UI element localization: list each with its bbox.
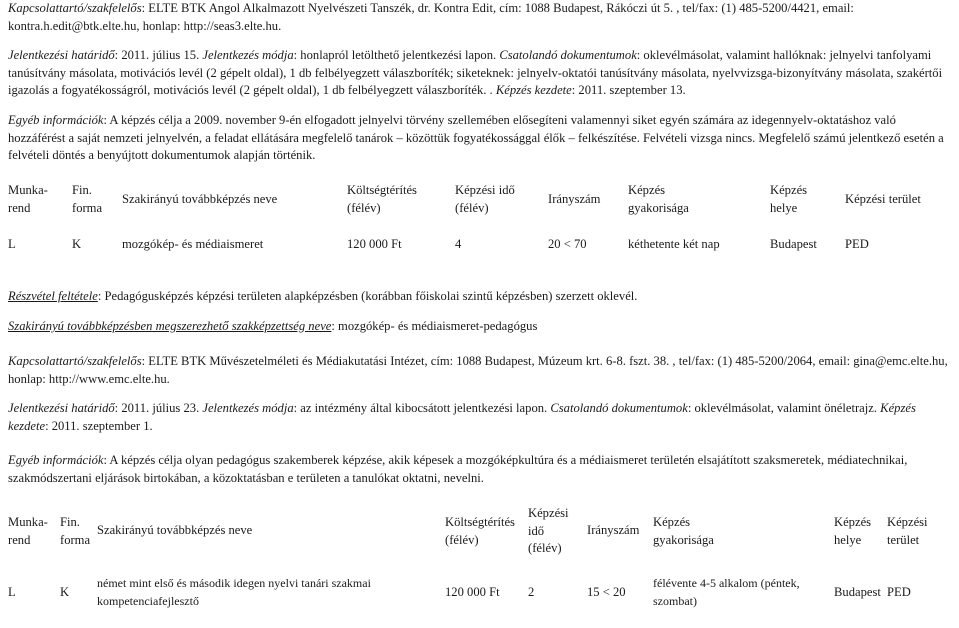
t2-h-iranyszam: Irányszám xyxy=(587,523,640,537)
t1-h-ido: Képzési idő (félév) xyxy=(455,183,515,215)
t2-h-finforma: Fin. forma xyxy=(60,515,91,547)
other-label-1: Egyéb információk xyxy=(8,112,104,127)
t2-h-munkarend: Munka-rend xyxy=(8,515,48,547)
contact-paragraph-2 xyxy=(8,353,953,388)
start-text-2: : 2011. szeptember 1. xyxy=(45,418,153,433)
mode-text-1: : honlapról letölthető jelentkezési lapon. xyxy=(293,48,497,63)
t1-c-helye: Budapest xyxy=(770,237,817,251)
contact-label-1: Kapcsolattartó/szakfelelős xyxy=(8,1,142,15)
contact-text-2: : ELTE BTK Művészetelméleti és Médiakutatási Intézet, cím: 1088 Budapest, Múzeum krt. 6-8. fszt. 38. , tel/fax: (1) 485-5200/2064, email: gina@emc.elte.hu, honlap: http://www.emc.elte.hu. xyxy=(8,354,948,386)
t1-c-terulet: PED xyxy=(845,237,869,251)
t2-c-gyakorisag: félévente 4-5 alkalom (péntek, szombat) xyxy=(653,576,800,608)
t1-h-koltseg: Költségtérítés (félév) xyxy=(347,183,417,215)
t2-c-nev: német mint első és második idegen nyelvi tanári szakmai kompetenciafejlesztő xyxy=(97,576,371,608)
cond-text: : Pedagógusképzés képzési területen alapképzésben (korábban főiskolai szintű képzésben) szerzett oklevél. xyxy=(97,289,638,303)
contact-label-2: Kapcsolattartó/szakfelelős xyxy=(8,354,142,368)
t2-h-helye: Képzés helye xyxy=(834,515,872,547)
docs-label-2: Csatolandó dokumentumok xyxy=(550,401,688,415)
qual-text: : mozgókép- és médiaismeret-pedagógus xyxy=(331,319,538,333)
deadline-text-2: : 2011. július 23. xyxy=(114,401,200,415)
deadline-label-1: Jelentkezési határidő xyxy=(8,48,115,63)
t2-h-koltseg: Költségtérítés (félév) xyxy=(445,515,515,547)
section1-text xyxy=(8,0,953,165)
t2-c-ido: 2 xyxy=(528,585,535,599)
t1-h-helye: Képzés helye xyxy=(770,183,808,215)
contact-text-1: : ELTE BTK Angol Alkalmazott Nyelvészeti Tanszék, dr. Kontra Edit, cím: 1088 Budapest, Rákóczi út 5. , tel/fax: (1) 485-5200/4421, email: kontra.h.edit@btk.elte.hu, honlap: http://seas3.elte.hu. xyxy=(8,1,854,33)
t1-h-iranyszam: Irányszám xyxy=(548,192,601,206)
t2-c-iranyszam: 15 < 20 xyxy=(587,585,626,599)
deadline-label-2: Jelentkezési határidő xyxy=(8,401,115,415)
mode-label-2: Jelentkezés módja xyxy=(202,401,294,415)
other-paragraph-2 xyxy=(8,452,953,487)
cond-paragraph xyxy=(8,288,953,306)
t2-c-finforma: K xyxy=(60,585,70,599)
application-paragraph-1 xyxy=(8,47,953,100)
t1-c-nev: mozgókép- és médiaismeret xyxy=(122,237,264,251)
application-paragraph-2 xyxy=(8,400,953,435)
qual-label: Szakirányú továbbképzésben megszerezhető szakképzettség neve xyxy=(8,319,332,333)
qual-paragraph xyxy=(8,318,953,336)
t2-h-ido: Képzési idő (félév) xyxy=(528,506,569,556)
contact-paragraph-1 xyxy=(8,0,953,35)
t2-c-terulet: PED xyxy=(887,585,911,599)
t1-c-munkarend: L xyxy=(8,237,16,251)
cond-label: Részvétel feltétele xyxy=(8,289,98,303)
t1-h-gyakorisag: Képzés gyakorisága xyxy=(628,183,689,215)
t2-c-munkarend: L xyxy=(8,585,16,599)
docs-text-2: : oklevélmásolat, valamint önéletrajz. xyxy=(687,401,878,415)
other-text-1: : A képzés célja a 2009. november 9-én elfogadott jelnyelvi törvény szellemében elősegíteni valamennyi siket egyén számára az idegennyelv-oktatáshoz való hozzáférést a saját nemzeti jelnyelvén, a feladat ellátására megfelelő tanárok – közöttük fogyatékossággal élők – felkészítése. Felvételi vizsga nincs. Megfelelő számú jelentkező esetén a felvételi döntés a benyújtott dokumentumok alapján történik. xyxy=(8,112,944,163)
deadline-text-1: : 2011. július 15. xyxy=(114,48,200,63)
t2-h-terulet: Képzési terület xyxy=(887,515,928,547)
t1-c-koltseg: 120 000 Ft xyxy=(347,237,402,251)
t2-h-nev: Szakirányú továbbképzés neve xyxy=(97,523,253,537)
start-label-2: Képzés kezdete xyxy=(8,401,916,433)
t1-h-nev: Szakirányú továbbképzés neve xyxy=(122,192,278,206)
start-text-1: : 2011. szeptember 13. xyxy=(571,83,686,98)
mode-label-1: Jelentkezés módja xyxy=(202,48,294,63)
t1-h-munkarend: Munka-rend xyxy=(8,183,48,215)
other-text-2: : A képzés célja olyan pedagógus szakemberek képzése, akik képesek a mozgóképkultúra és a médiaismeret területén elsajátított szaksmeretek, médiatechnikai, szakmódszertani eljárások birtokában, a közoktatásban e területen a tanulókat oktatni, nevelni. xyxy=(8,453,908,485)
other-paragraph-1 xyxy=(8,112,953,165)
t2-c-koltseg: 120 000 Ft xyxy=(445,585,500,599)
t1-h-finforma: Fin. forma xyxy=(72,183,103,215)
other-label-2: Egyéb információk xyxy=(8,453,104,467)
t1-c-gyakorisag: kéthetente két nap xyxy=(628,237,720,251)
t1-c-ido: 4 xyxy=(455,237,462,251)
t2-h-gyakorisag: Képzés gyakorisága xyxy=(653,515,714,547)
docs-label-1: Csatolandó dokumentumok xyxy=(499,48,637,63)
t1-h-terulet: Képzési terület xyxy=(845,192,921,206)
t2-c-helye: Budapest xyxy=(834,585,881,599)
mode-text-2: : az intézmény által kibocsátott jelentkezési lapon. xyxy=(293,401,548,415)
t1-c-finforma: K xyxy=(72,237,82,251)
start-label-1: Képzés kezdete xyxy=(495,83,572,98)
t1-c-iranyszam: 20 < 70 xyxy=(548,237,587,251)
docs-text-1: : oklevélmásolat, valamint hallóknak: jelnyelvi tanfolyami tanúsítvány másolata, motivációs levél (2 gépelt oldal), 1 db felbélyegzett válaszboríték; siketeknek: jelnyelv-oktatói tanúsítvány másolata, nyelvvizsga-bizonyítvány másolata, szakértői igazolás a fogyatékosságról, motivációs levél (2 gépelt oldal), 1 db felbélyegzett válaszboríték. . xyxy=(8,48,943,98)
